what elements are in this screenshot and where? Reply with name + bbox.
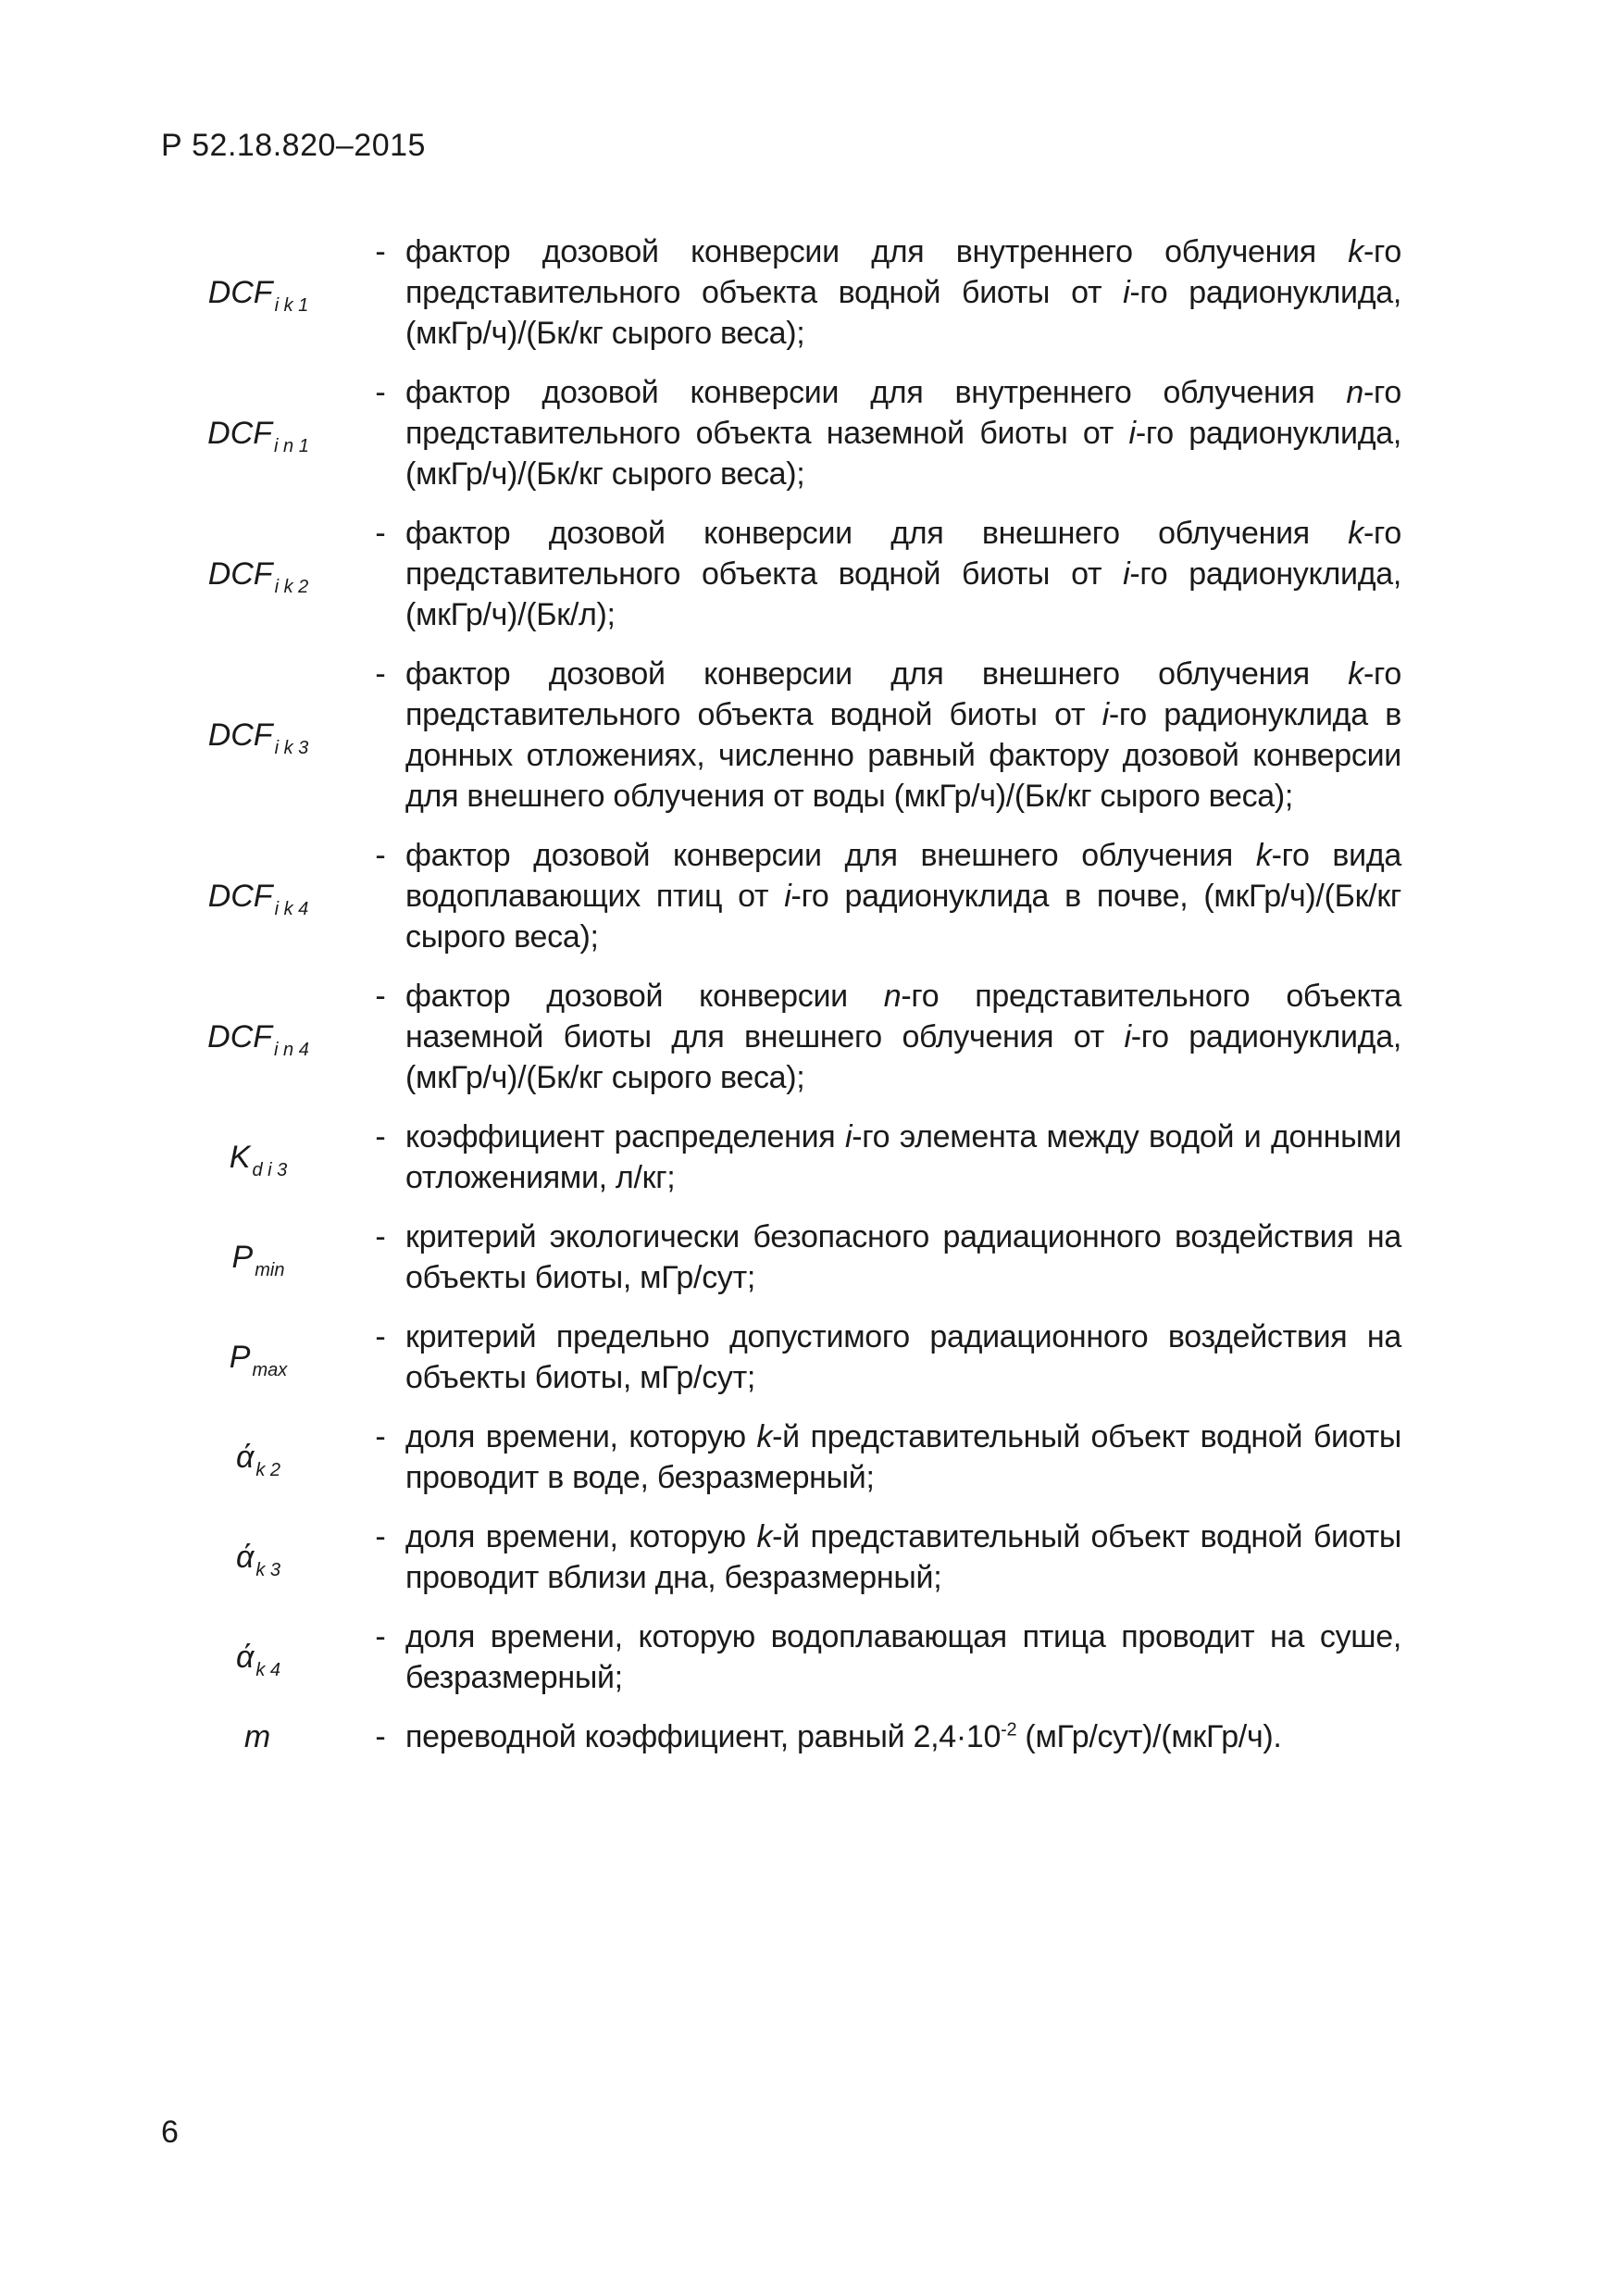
definition-text <box>405 1716 1401 1757</box>
definition-row <box>161 231 1401 354</box>
text-segment: -го вида водоплавающих птиц от <box>405 838 1401 914</box>
dash-separator: - <box>375 1619 386 1654</box>
text-segment: доля времени, которую <box>405 1419 757 1454</box>
symbol <box>161 1117 355 1198</box>
text-segment: критерий предельно допустимого радиационного воздействия на объекты биоты, мГр/сут; <box>405 1319 1401 1395</box>
dash-separator: - <box>375 234 386 269</box>
symbol-subscript: i k 1 <box>274 294 309 316</box>
symbol <box>161 513 355 635</box>
text-segment: -го радионуклида в донных отложениях, численно равный фактору дозовой конверсии для внешнего облучения от воды (мкГр/ч)/(Бк/кг сырого веса); <box>405 697 1401 814</box>
index-variable: i <box>1128 416 1136 451</box>
symbol-base: K <box>229 1139 251 1175</box>
index-variable: i <box>1124 1019 1131 1054</box>
index-variable: k <box>756 1419 773 1454</box>
definition-row <box>161 1217 1401 1298</box>
dash-separator: - <box>375 656 386 692</box>
dash-separator: - <box>375 838 386 873</box>
symbol <box>161 372 355 494</box>
text-segment: доля времени, которую водоплавающая птица проводит на суше, безразмерный; <box>405 1619 1401 1695</box>
symbol <box>161 1716 355 1757</box>
text-segment: -го радионуклида, (мкГр/ч)/(Бк/кг сырого веса); <box>405 416 1401 492</box>
definition-text <box>405 1117 1401 1198</box>
symbol-subscript: max <box>252 1359 288 1380</box>
definition-row <box>161 835 1401 957</box>
text-segment: фактор дозовой конверсии для внутреннего облучения <box>405 234 1349 269</box>
definition-row <box>161 1117 1401 1198</box>
definition-text <box>405 1316 1401 1398</box>
symbol <box>161 976 355 1098</box>
definition-text <box>405 1516 1401 1598</box>
symbol-base: DCF <box>207 555 273 592</box>
dash-separator: - <box>375 979 386 1014</box>
page-number: 6 <box>161 2115 179 2150</box>
definition-row <box>161 1416 1401 1498</box>
symbol <box>161 231 355 354</box>
dash-separator: - <box>375 1319 386 1354</box>
symbol-subscript: i k 4 <box>274 898 309 919</box>
definition-row <box>161 1316 1401 1398</box>
definition-text <box>405 835 1401 957</box>
definition-text <box>405 1616 1401 1698</box>
definition-text <box>405 231 1401 354</box>
symbol-base: P <box>231 1239 254 1275</box>
text-segment: фактор дозовой конверсии для внутреннего облучения <box>405 375 1347 410</box>
index-variable: i <box>1101 697 1109 732</box>
symbol-base: DCF <box>207 415 273 451</box>
definitions-list <box>161 231 1401 1757</box>
dash-separator: - <box>375 1119 386 1154</box>
definition-text <box>405 654 1401 817</box>
symbol <box>161 1217 355 1298</box>
text-segment: -го радионуклида в почве, (мкГр/ч)/(Бк/кг сырого веса); <box>405 879 1402 955</box>
symbol-subscript: i n 1 <box>274 435 309 456</box>
index-variable: k <box>756 1519 773 1554</box>
definition-text <box>405 513 1401 635</box>
symbol-subscript: i k 2 <box>274 576 309 597</box>
text-segment: -го радионуклида, (мкГр/ч)/(Бк/кг сырого веса); <box>405 275 1401 351</box>
definition-text <box>405 1217 1401 1298</box>
text-segment: фактор дозовой конверсии <box>405 979 884 1014</box>
definition-text <box>405 372 1401 494</box>
index-variable: i <box>1123 556 1130 592</box>
symbol-base: DCF <box>207 717 273 753</box>
symbol-subscript: min <box>255 1259 285 1280</box>
dash-separator: - <box>375 1219 386 1254</box>
dash-separator: - <box>375 375 386 410</box>
definition-text <box>405 1416 1401 1498</box>
definition-row <box>161 654 1401 817</box>
index-variable: i <box>844 1119 853 1154</box>
symbol <box>161 654 355 817</box>
index-variable: k <box>1348 234 1363 269</box>
text-segment: -го радионуклида, (мкГр/ч)/(Бк/кг сырого веса); <box>405 1019 1401 1095</box>
text-segment: фактор дозовой конверсии для внешнего облучения <box>405 516 1349 551</box>
index-variable: i <box>1123 275 1130 310</box>
definition-row <box>161 1716 1401 1757</box>
symbol-subscript: k 4 <box>255 1659 281 1680</box>
symbol-subscript: k 3 <box>255 1559 281 1580</box>
symbol-subscript: i n 4 <box>274 1039 309 1060</box>
text-segment: -й представительный объект водной биоты проводит вблизи дна, безразмерный; <box>405 1519 1401 1595</box>
text-segment: -го радионуклида, (мкГр/ч)/(Бк/л); <box>405 556 1401 632</box>
definition-row <box>161 1616 1401 1698</box>
symbol-base: DCF <box>207 878 273 914</box>
text-segment: доля времени, которую <box>405 1519 757 1554</box>
text-segment: коэффициент распределения <box>405 1119 845 1154</box>
dash-separator: - <box>375 516 386 551</box>
dash-separator: - <box>375 1519 386 1554</box>
text-segment: переводной коэффициент, равный 2,4·10 <box>405 1719 1002 1754</box>
definition-text <box>405 976 1401 1098</box>
symbol-subscript: d i 3 <box>252 1159 288 1180</box>
symbol-base: т <box>243 1718 271 1754</box>
definition-row <box>161 976 1401 1098</box>
symbol <box>161 835 355 957</box>
index-variable: k <box>1255 838 1272 873</box>
symbol <box>161 1616 355 1698</box>
text-segment: -го представительного объекта водной биоты от <box>405 516 1401 592</box>
text-segment: фактор дозовой конверсии для внешнего облучения <box>405 838 1256 873</box>
index-variable: n <box>1346 375 1363 410</box>
text-segment: -го элемента между водой и донными отложениями, л/кг; <box>405 1119 1401 1195</box>
symbol-base: P <box>229 1339 251 1375</box>
symbol-base: ά <box>235 1639 255 1675</box>
index-variable: i <box>784 879 791 914</box>
text-segment: -го представительного объекта водной биоты от <box>405 234 1401 310</box>
text-segment: -го представительного объекта водной биоты от <box>405 656 1401 732</box>
exponent: -2 <box>1001 1719 1017 1741</box>
symbol <box>161 1416 355 1498</box>
dash-separator: - <box>375 1719 386 1754</box>
index-variable: n <box>883 979 902 1014</box>
text-segment: (мГр/сут)/(мкГр/ч). <box>1016 1719 1282 1754</box>
index-variable: k <box>1348 656 1363 692</box>
text-segment: -го представительного объекта наземной биоты для внешнего облучения от <box>405 979 1401 1054</box>
text-segment: -й представительный объект водной биоты проводит в воде, безразмерный; <box>405 1419 1401 1495</box>
definition-row <box>161 1516 1401 1598</box>
text-segment: -го представительного объекта наземной биоты от <box>405 375 1401 451</box>
index-variable: k <box>1348 516 1363 551</box>
symbol-base: ά <box>235 1539 255 1575</box>
text-segment: критерий экологически безопасного радиационного воздействия на объекты биоты, мГр/сут; <box>405 1219 1401 1295</box>
document-code-header: Р 52.18.820–2015 <box>161 128 426 163</box>
symbol <box>161 1316 355 1398</box>
definition-row <box>161 372 1401 494</box>
symbol-subscript: k 2 <box>255 1459 281 1480</box>
symbol-base: DCF <box>207 274 273 310</box>
symbol-subscript: i k 3 <box>274 737 309 758</box>
definition-row <box>161 513 1401 635</box>
text-segment: фактор дозовой конверсии для внешнего облучения <box>405 656 1349 692</box>
symbol-base: ά <box>235 1439 255 1475</box>
symbol-base: DCF <box>207 1018 273 1054</box>
symbol <box>161 1516 355 1598</box>
dash-separator: - <box>375 1419 386 1454</box>
